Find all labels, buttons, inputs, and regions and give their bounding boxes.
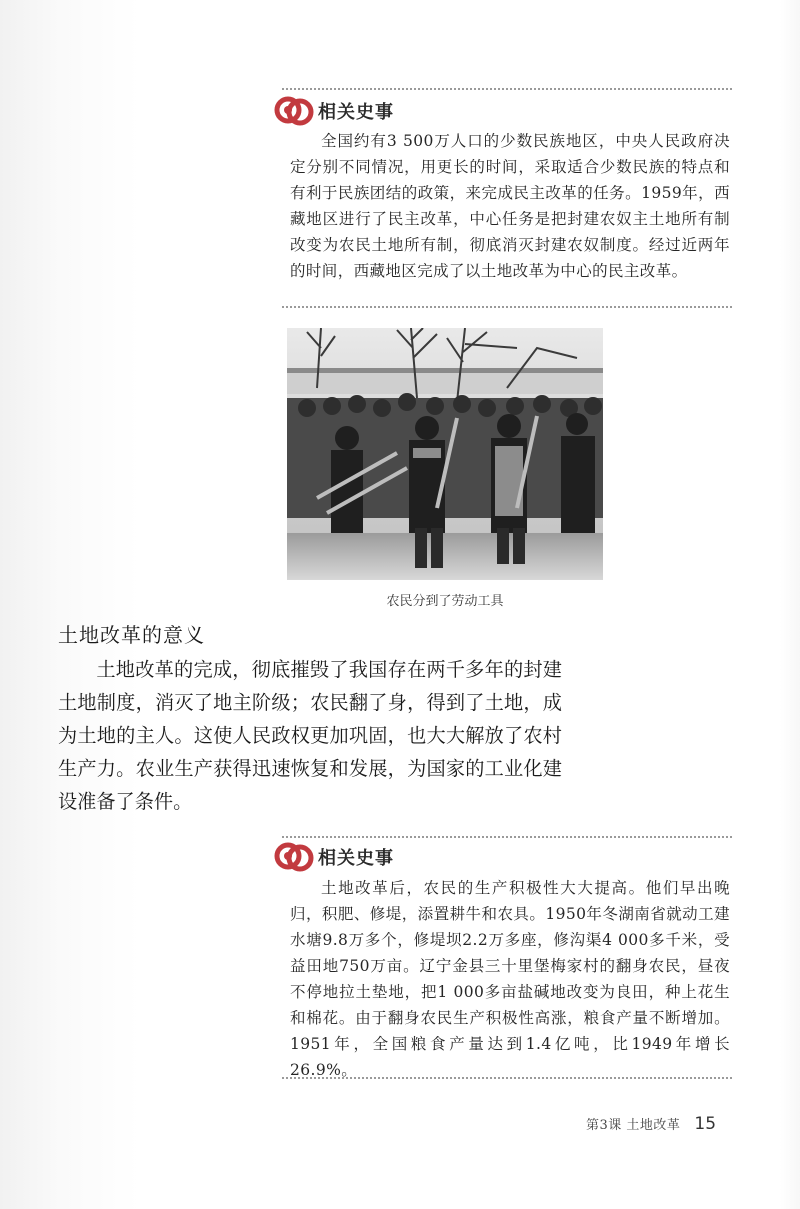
box1-bottom-divider [282, 306, 732, 308]
related-history-logo-icon [274, 838, 316, 876]
section-body: 土地改革的完成，彻底摧毁了我国存在两千多年的封建土地制度，消灭了地主阶级；农民翻了身，得到了土地，成为土地的主人。这使人民政权更加巩固，也大大解放了农村生产力。农业生产获得迅速恢复和发展，为国家的工业化建设准备了条件。 [58, 658, 562, 813]
page-number: 15 [694, 1114, 717, 1134]
box2-title: 相关史事 [318, 848, 394, 869]
box1-header [274, 92, 394, 130]
farmers-photo [287, 328, 603, 580]
section-heading: 土地改革的意义 [58, 623, 205, 647]
lesson-label: 第3课 土地改革 [586, 1118, 681, 1133]
box1-title: 相关史事 [318, 102, 394, 123]
box1-top-divider [282, 88, 732, 90]
box2-body: 土地改革后，农民的生产积极性大大提高。他们早出晚归，积肥、修堤，添置耕牛和农具。1950年冬湖南省就动工建水塘9.8万多个，修堤坝2.2万多座，修沟渠4 000多千米，受益田地750万亩。辽宁金县三十里堡梅家村的翻身农民，昼夜不停地拉土垫地，把1 000多亩盐碱地改变为良田，种上花生和棉花。由于翻身农民生产积极性高涨，粮食产量不断增加。1951年，全国粮食产量达到1.4亿吨，比1949年增长26.9%。 [290, 879, 730, 1079]
photo-caption: 农民分到了劳动工具 [386, 594, 504, 609]
box2-header [274, 838, 394, 876]
related-history-logo-icon [274, 92, 316, 130]
farmers-photo-illustration [287, 328, 603, 580]
box1-body: 全国约有3 500万人口的少数民族地区，中央人民政府决定分别不同情况，用更长的时间，采取适合少数民族的特点和有利于民族团结的政策，来完成民主改革的任务。1959年，西藏地区进行了民主改革，中心任务是把封建农奴主土地所有制改变为农民土地所有制，彻底消灭封建农奴制度。经过近两年的时间，西藏地区完成了以土地改革为中心的民主改革。 [290, 132, 730, 280]
page-footer [586, 1114, 716, 1134]
box2-bottom-divider [282, 1077, 732, 1079]
